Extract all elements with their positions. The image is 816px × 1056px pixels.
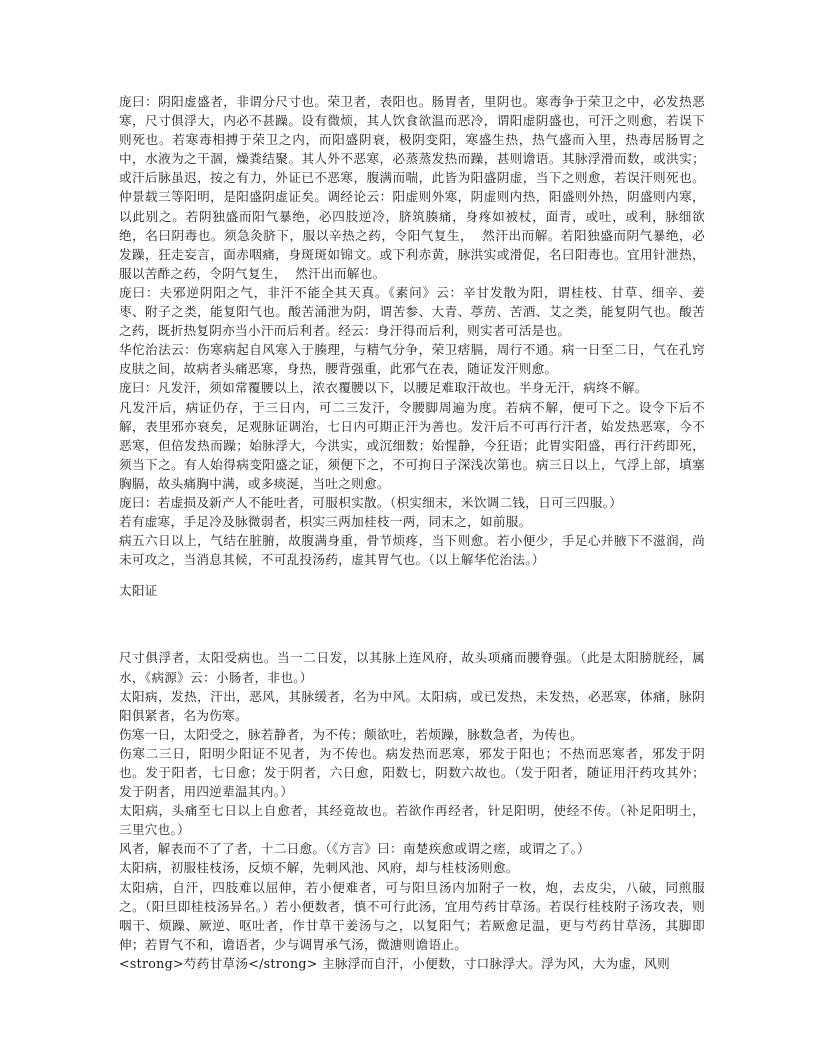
paragraph: 庞曰：若虚损及新产人不能吐者，可服枳实散。（枳实细末，米饮调二钱，日可三四服。） bbox=[119, 494, 623, 510]
paragraph: 庞曰：凡发汗，须如常覆腰以上，浓衣覆腰以下，以腰足难取汗故也。半身无汗，病终不解。 bbox=[119, 380, 648, 396]
paragraph: 若有虚寒，手足冷及脉微弱者，枳实三两加桂枝一两，同末之，如前服。 bbox=[119, 514, 532, 530]
paragraph: 太阳病，自汗，四肢难以屈伸，若小便难者，可与阳旦汤内加附子一枚，炮，去皮尖，八破，同煎服之。（阳旦即桂枝汤异名。）若小便数者，慎不可行此汤，宜用芍药甘草汤。若误行桂枝附子汤攻表，则咽干、烦躁、厥逆、呕吐者，作甘草干姜汤与之，以复阳气；若厥愈足温，更与芍药甘草汤，其脚即伸；若胃气不和，谵语者，少与调胃承气汤，微溏则谵语止。 bbox=[119, 879, 705, 952]
section-heading: 太阳证 bbox=[119, 583, 158, 599]
paragraph: 伤寒一日，太阳受之，脉若静者，为不传；颇欲吐，若烦躁，脉数急者，为传也。 bbox=[119, 726, 584, 742]
paragraph: 伤寒二三日，阳明少阳证不见者，为不传也。病发热而恶寒，邪发于阳也；不热而恶寒者，邪发于阴也。发于阳者，七日愈；发于阴者，六日愈，阳数七，阴数六故也。（发于阳者，随证用汗药攻其外；发于阴者，用四逆辈温其内。） bbox=[119, 745, 705, 800]
paragraph: <strong>芍药甘草汤</strong> 主脉浮而自汗，小便数，寸口脉浮大。浮为风，大为虚，风则 bbox=[119, 955, 671, 971]
spacer bbox=[119, 600, 705, 648]
spacer bbox=[119, 569, 705, 581]
paragraph: 庞曰：阴阳虚盛者，非谓分尺寸也。荣卫者，表阳也。肠胃者，里阴也。寒毒争于荣卫之中，必发热恶寒，尺寸俱浮大，内必不甚躁。设有微烦，其人饮食欲温而恶冷，谓阳虚阴盛也，可汗之则愈，若误下则死也。若寒毒相搏于荣卫之内，而阳盛阴衰，极阴变阳，寒盛生热，热气盛而入里，热毒居肠胃之中，水液为之干涸，燥粪结聚。其人外不恶寒，必蒸蒸发热而躁，甚则谵语。其脉浮滑而数，或洪实；或汗后脉虽迟，按之有力，外证已不恶寒，腹满而喘，此皆为阳盛阴虚，当下之则愈，若误汗则死也。仲景载三等阳明，是阳盛阴虚证矣。调经论云：阳虚则外寒，阴虚则内热，阳盛则外热，阴盛则内寒，以此别之。若阴独盛而阳气暴绝，必四肢逆冷，脐筑腠痛，身疼如被杖，面青，或吐，或利，脉细欲绝，名曰阴毒也。须急灸脐下，服以辛热之药，令阳气复生， 然汗出而解。若阳独盛而阴气暴绝，必发躁，狂走妄言，面赤咽痛，身斑斑如锦文。或下利赤黄，脉洪实或滑促，名曰阳毒也。宜用针泄热，服以苦酢之药，令阴气复生， 然汗出而解也。 bbox=[119, 94, 705, 281]
document-page bbox=[119, 92, 705, 973]
paragraph: 太阳病，发热，汗出，恶风，其脉缓者，名为中风。太阳病，或已发热，未发热，必恶寒，体痛，脉阴阳俱紧者，名为伤寒。 bbox=[119, 688, 705, 723]
paragraph: 太阳病，初服桂枝汤，反烦不解，先刺风池、风府，却与桂枝汤则愈。 bbox=[119, 860, 519, 876]
paragraph: 庞曰：夫邪逆阴阳之气，非汗不能全其天真。《素问》云：辛甘发散为阳，谓桂枝、甘草、细辛、姜枣、附子之类，能复阳气也。酸苦涌泄为阴，谓苦参、大青、葶苈、苦酒、艾之类，能复阴气也。酸苦之药，既折热复阴亦当小汗而后利者。经云：身汗得而后利，则实者可活是也。 bbox=[119, 284, 705, 339]
paragraph: 风者，解表而不了了者，十二日愈。（《方言》曰：南楚疾愈或谓之瘥，或谓之了。） bbox=[119, 841, 591, 857]
paragraph: 华佗治法云：伤寒病起自风寒入于腠理，与精气分争，荣卫痞膈，周行不通。病一日至二日，气在孔窍皮肤之间，故病者头痛恶寒，身热，腰背强重，此邪气在表，随证发汗则愈。 bbox=[119, 342, 705, 377]
paragraph: 凡发汗后，病证仍存，于三日内，可二三发汗，令腰脚周遍为度。若病不解，便可下之。设令下后不解，表里邪亦衰矣，足观脉证调治，七日内可期正汗为善也。发汗后不可再行汗者，始发热恶寒，今不恶寒，但倍发热而躁；始脉浮大，今洪实，或沉细数；始惺静，今狂语；此胃实阳盛，再行汗药即死，须当下之。有人始得病变阳盛之证，须便下之，不可拘日子深浅次第也。病三日以上，气浮上部，填塞胸膈，故头痛胸中满，或多痰涎，当吐之则愈。 bbox=[119, 399, 705, 491]
paragraph: 太阳病，头痛至七日以上自愈者，其经竟故也。若欲作再经者，针足阳明，使经不传。（补足阳明土，三里穴也。） bbox=[119, 803, 705, 838]
paragraph: 尺寸俱浮者，太阳受病也。当一二日发，以其脉上连风府，故头项痛而腰脊强。（此是太阳膀胱经，属水，《病源》云：小肠者，非也。） bbox=[119, 650, 705, 685]
paragraph: 病五六日以上，气结在脏腑，故腹满身重，骨节烦疼，当下则愈。若小便少，手足心并腋下不滋润，尚未可攻之，当消息其候，不可乱投汤药，虚其胃气也。（以上解华佗治法。） bbox=[119, 533, 705, 568]
